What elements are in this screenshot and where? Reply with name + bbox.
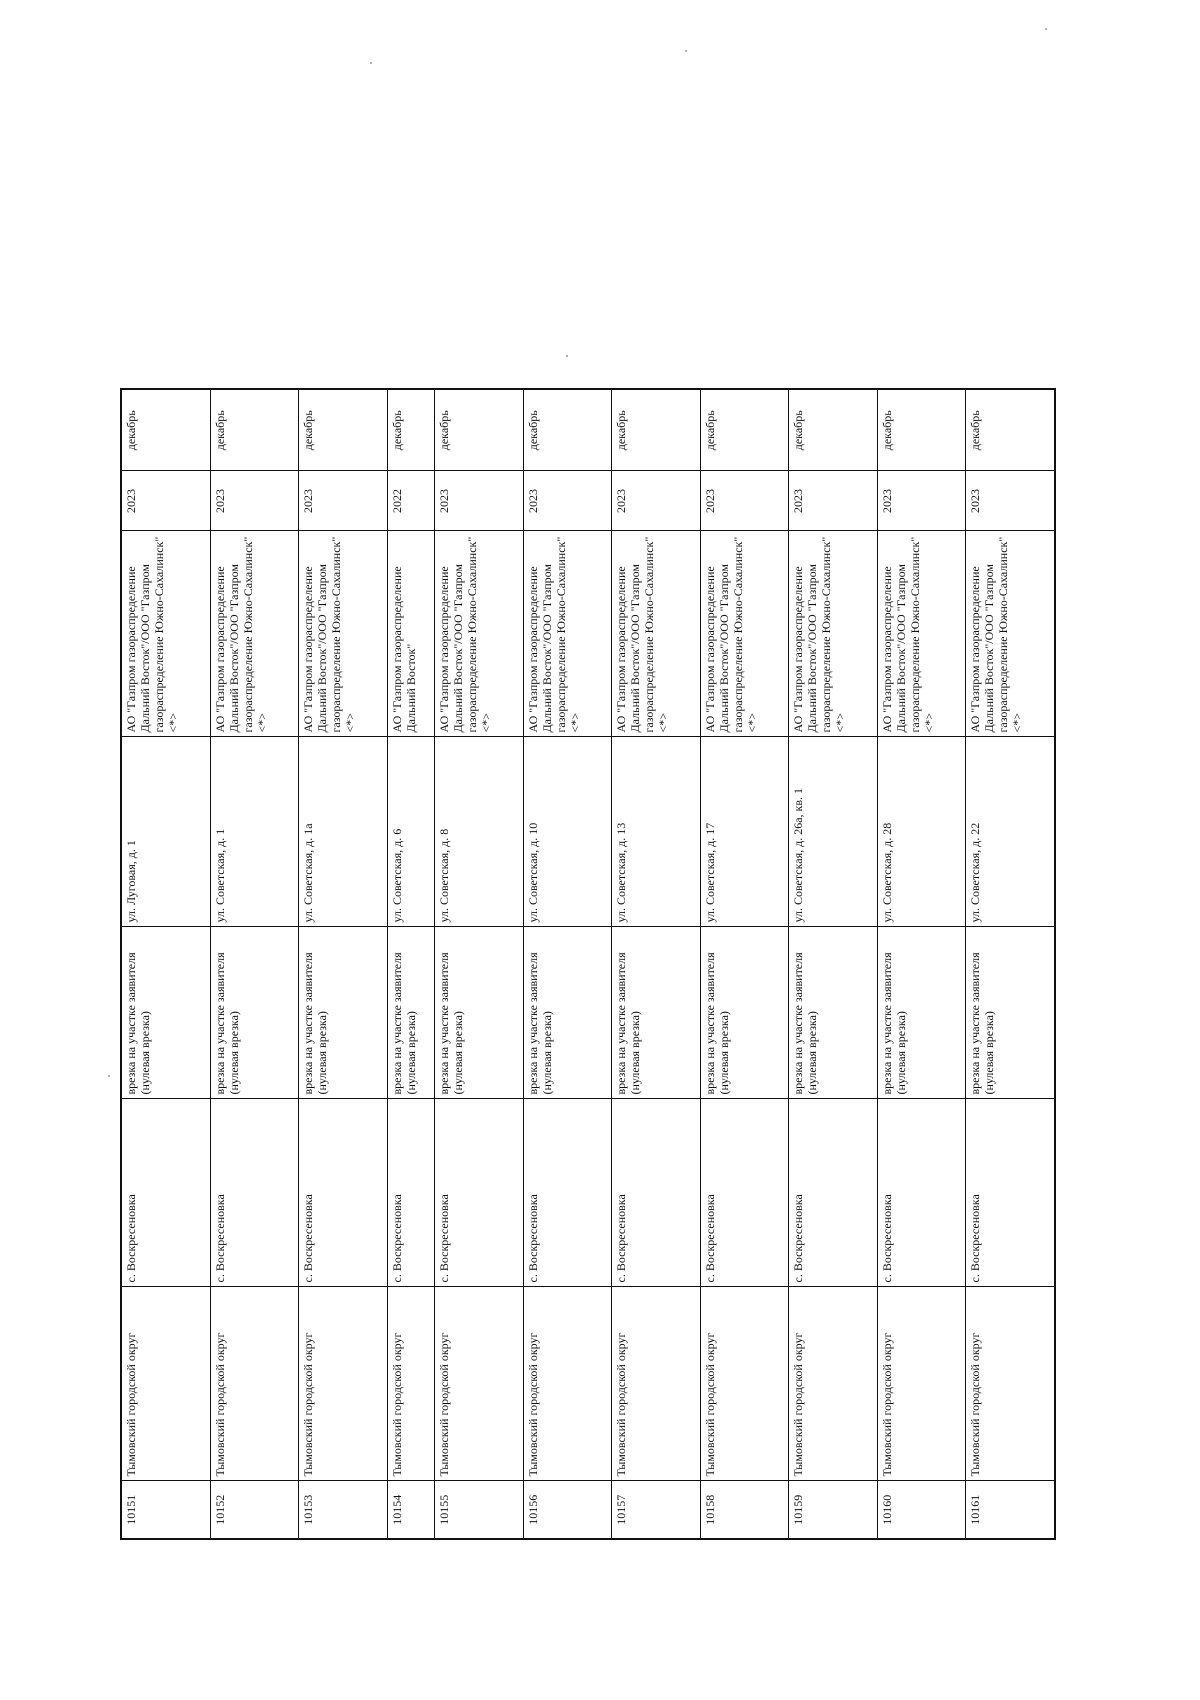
organization-cell: АО "Газпром газораспределение Дальний Восток"/ООО "Газпром газораспределение Южно-Сахалинск" <*> <box>523 531 611 737</box>
month-cell: декабрь <box>210 389 298 471</box>
year-cell: 2023 <box>121 471 210 531</box>
row-number-cell: 10157 <box>612 1481 700 1539</box>
organization-cell: АО "Газпром газораспределение Дальний Восток"/ООО "Газпром газораспределение Южно-Сахалинск" <*> <box>299 531 387 737</box>
village-cell: с. Воскресеновка <box>523 1099 611 1287</box>
district-cell: Тымовский городской округ <box>700 1287 788 1481</box>
connection-type-cell: врезка на участке заявителя (нулевая врезка) <box>299 927 387 1099</box>
connection-type-cell: врезка на участке заявителя (нулевая врезка) <box>789 927 877 1099</box>
district-cell: Тымовский городской округ <box>612 1287 700 1481</box>
organization-cell: АО "Газпром газораспределение Дальний Восток"/ООО "Газпром газораспределение Южно-Сахалинск" <*> <box>612 531 700 737</box>
table-row <box>121 389 210 1539</box>
month-cell: декабрь <box>121 389 210 471</box>
row-number-cell: 10155 <box>435 1481 523 1539</box>
address-cell: ул. Советская, д. 26а, кв. 1 <box>789 737 877 927</box>
address-cell: ул. Советская, д. 28 <box>877 737 965 927</box>
table-row <box>966 389 1055 1539</box>
organization-cell: АО "Газпром газораспределение Дальний Восток"/ООО "Газпром газораспределение Южно-Сахалинск" <*> <box>789 531 877 737</box>
address-cell: ул. Советская, д. 17 <box>700 737 788 927</box>
address-cell: ул. Советская, д. 1 <box>210 737 298 927</box>
village-cell: с. Воскресеновка <box>210 1099 298 1287</box>
district-cell: Тымовский городской округ <box>299 1287 387 1481</box>
year-cell: 2023 <box>612 471 700 531</box>
village-cell: с. Воскресеновка <box>877 1099 965 1287</box>
row-number-cell: 10156 <box>523 1481 611 1539</box>
district-cell: Тымовский городской округ <box>966 1287 1055 1481</box>
connection-type-cell: врезка на участке заявителя (нулевая врезка) <box>121 927 210 1099</box>
month-cell: декабрь <box>435 389 523 471</box>
month-cell: декабрь <box>387 389 435 471</box>
table-row <box>299 389 387 1539</box>
district-cell: Тымовский городской округ <box>210 1287 298 1481</box>
row-number-cell: 10161 <box>966 1481 1055 1539</box>
village-cell: с. Воскресеновка <box>700 1099 788 1287</box>
month-cell: декабрь <box>523 389 611 471</box>
year-cell: 2023 <box>877 471 965 531</box>
table-row <box>700 389 788 1539</box>
row-number-cell: 10159 <box>789 1481 877 1539</box>
year-cell: 2022 <box>387 471 435 531</box>
month-cell: декабрь <box>299 389 387 471</box>
scan-speck <box>370 62 372 64</box>
row-number-cell: 10160 <box>877 1481 965 1539</box>
month-cell: декабрь <box>612 389 700 471</box>
table-row <box>612 389 700 1539</box>
month-cell: декабрь <box>877 389 965 471</box>
address-cell: ул. Советская, д. 22 <box>966 737 1055 927</box>
village-cell: с. Воскресеновка <box>789 1099 877 1287</box>
address-cell: ул. Советская, д. 10 <box>523 737 611 927</box>
table-row <box>877 389 965 1539</box>
table-row <box>387 389 435 1539</box>
year-cell: 2023 <box>210 471 298 531</box>
organization-cell: АО "Газпром газораспределение Дальний Восток"/ООО "Газпром газораспределение Южно-Сахалинск" <*> <box>435 531 523 737</box>
row-number-cell: 10158 <box>700 1481 788 1539</box>
connection-type-cell: врезка на участке заявителя (нулевая врезка) <box>877 927 965 1099</box>
address-cell: ул. Луговая, д. 1 <box>121 737 210 927</box>
address-cell: ул. Советская, д. 8 <box>435 737 523 927</box>
district-cell: Тымовский городской округ <box>877 1287 965 1481</box>
organization-cell: АО "Газпром газораспределение Дальний Восток"/ООО "Газпром газораспределение Южно-Сахалинск" <*> <box>700 531 788 737</box>
organization-cell: АО "Газпром газораспределение Дальний Восток" <box>387 531 435 737</box>
connection-type-cell: врезка на участке заявителя (нулевая врезка) <box>700 927 788 1099</box>
row-number-cell: 10151 <box>121 1481 210 1539</box>
village-cell: с. Воскресеновка <box>435 1099 523 1287</box>
connection-type-cell: врезка на участке заявителя (нулевая врезка) <box>966 927 1055 1099</box>
organization-cell: АО "Газпром газораспределение Дальний Восток"/ООО "Газпром газораспределение Южно-Сахалинск" <*> <box>966 531 1055 737</box>
district-cell: Тымовский городской округ <box>387 1287 435 1481</box>
address-cell: ул. Советская, д. 1а <box>299 737 387 927</box>
village-cell: с. Воскресеновка <box>612 1099 700 1287</box>
month-cell: декабрь <box>966 389 1055 471</box>
year-cell: 2023 <box>299 471 387 531</box>
scan-speck <box>566 355 568 357</box>
rotated-table-frame <box>120 390 1056 1540</box>
scan-speck <box>108 1075 110 1077</box>
district-cell: Тымовский городской округ <box>121 1287 210 1481</box>
row-number-cell: 10153 <box>299 1481 387 1539</box>
connection-type-cell: врезка на участке заявителя (нулевая врезка) <box>612 927 700 1099</box>
village-cell: с. Воскресеновка <box>966 1099 1055 1287</box>
row-number-cell: 10152 <box>210 1481 298 1539</box>
connection-type-cell: врезка на участке заявителя (нулевая врезка) <box>523 927 611 1099</box>
year-cell: 2023 <box>966 471 1055 531</box>
month-cell: декабрь <box>789 389 877 471</box>
village-cell: с. Воскресеновка <box>387 1099 435 1287</box>
row-number-cell: 10154 <box>387 1481 435 1539</box>
table-body <box>121 389 1055 1539</box>
organization-cell: АО "Газпром газораспределение Дальний Восток"/ООО "Газпром газораспределение Южно-Сахалинск" <*> <box>121 531 210 737</box>
table-row <box>435 389 523 1539</box>
organization-cell: АО "Газпром газораспределение Дальний Восток"/ООО "Газпром газораспределение Южно-Сахалинск" <*> <box>877 531 965 737</box>
address-cell: ул. Советская, д. 6 <box>387 737 435 927</box>
table-row <box>210 389 298 1539</box>
connection-type-cell: врезка на участке заявителя (нулевая врезка) <box>435 927 523 1099</box>
year-cell: 2023 <box>435 471 523 531</box>
scan-speck <box>685 50 687 52</box>
connection-type-cell: врезка на участке заявителя (нулевая врезка) <box>387 927 435 1099</box>
district-cell: Тымовский городской округ <box>435 1287 523 1481</box>
address-cell: ул. Советская, д. 13 <box>612 737 700 927</box>
district-cell: Тымовский городской округ <box>523 1287 611 1481</box>
gasification-registry-table <box>120 388 1056 1540</box>
connection-type-cell: врезка на участке заявителя (нулевая врезка) <box>210 927 298 1099</box>
organization-cell: АО "Газпром газораспределение Дальний Восток"/ООО "Газпром газораспределение Южно-Сахалинск" <*> <box>210 531 298 737</box>
year-cell: 2023 <box>700 471 788 531</box>
district-cell: Тымовский городской округ <box>789 1287 877 1481</box>
scan-speck <box>1045 28 1047 30</box>
year-cell: 2023 <box>789 471 877 531</box>
table-row <box>523 389 611 1539</box>
table-row <box>789 389 877 1539</box>
year-cell: 2023 <box>523 471 611 531</box>
month-cell: декабрь <box>700 389 788 471</box>
village-cell: с. Воскресеновка <box>121 1099 210 1287</box>
village-cell: с. Воскресеновка <box>299 1099 387 1287</box>
